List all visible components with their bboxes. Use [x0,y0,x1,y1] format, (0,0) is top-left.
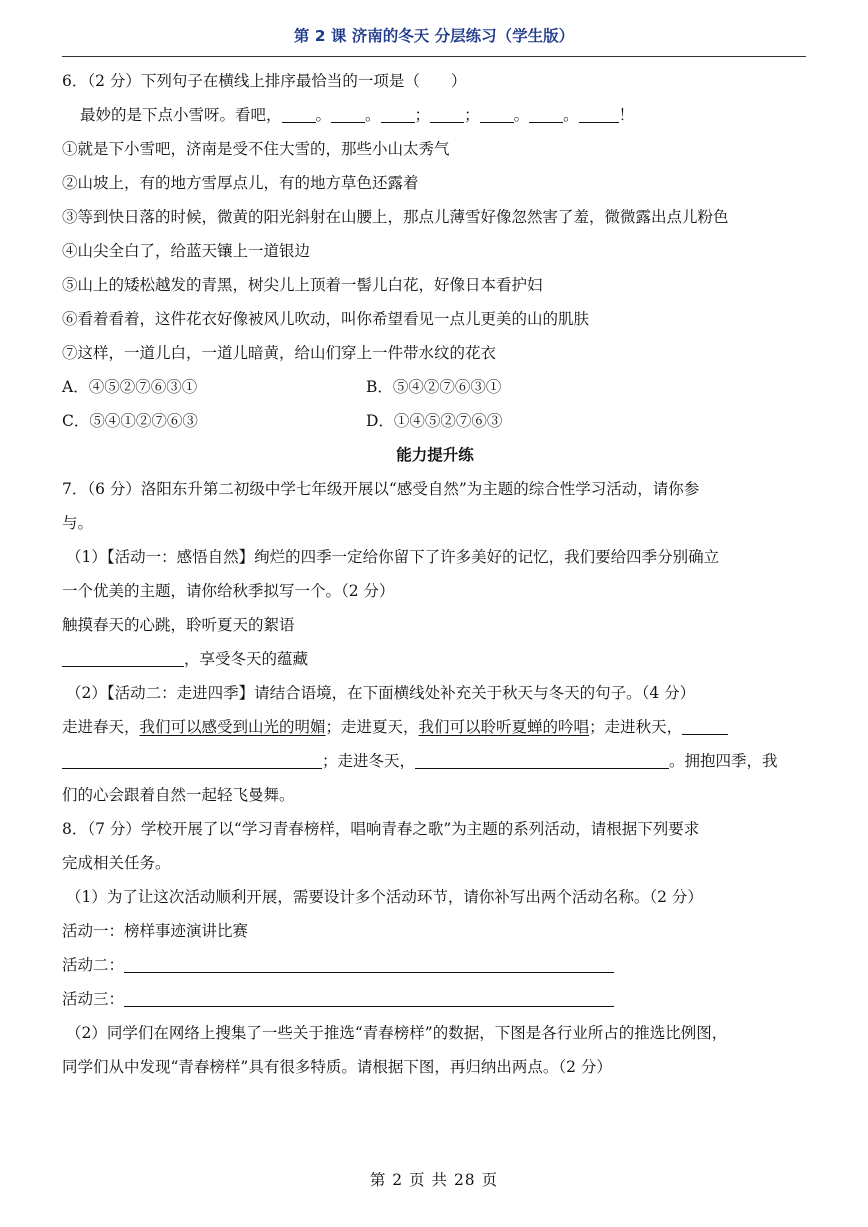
section-title: 能力提升练 [396,446,474,464]
q6-blank-1[interactable] [282,104,316,123]
page-title: 第 2 课 济南的冬天 分层练习（学生版） [293,27,575,45]
q8-activity-1: 活动一：榜样事迹演讲比赛 [62,922,249,940]
q8-activity-3-blank[interactable] [124,988,614,1007]
q6-blank-5[interactable] [480,104,514,123]
q6-passage: 最妙的是下点小雪呀。看吧， 。 。 ； ； 。 。 ！ [80,106,635,124]
q6-item-4: ④山尖全白了，给蓝天镶上一道银边 [62,242,311,260]
q7-stem-line-2: 与。 [62,514,94,532]
q8-part2-line-1: （2）同学们在网络上搜集了一些关于推选“青春榜样”的数据，下图是各行业所占的推选比例图， [66,1024,728,1042]
q6-option-d[interactable]: D．①④⑤②⑦⑥③ [366,412,503,430]
q6-item-6: ⑥看着看着，这件花衣好像被风儿吹动，叫你希望看见一点儿更美的山的肌肤 [62,310,590,328]
q7-summer-example: 我们可以聆听夏蝉的吟唱 [418,718,590,736]
q6-blank-6[interactable] [529,104,563,123]
q7-autumn-sentence-blank-start[interactable] [682,716,728,735]
q8-stem-line-2: 完成相关任务。 [62,854,171,872]
document-body [62,64,808,1084]
q6-option-b[interactable]: B．⑤④②⑦⑥③① [366,378,502,396]
page-number: 第 2 页 共 28 页 [369,1171,499,1189]
q6-blank-2[interactable] [331,104,365,123]
q6-stem: 6．（2 分）下列句子在横线上排序最恰当的一项是（ ） [62,72,467,90]
q7-part1-line-2: 一个优美的主题，请你给秋季拟写一个。（2 分） [62,582,395,600]
q7-spring-summer: 触摸春天的心跳，聆听夏天的絮语 [62,616,295,634]
q8-activity-2-blank[interactable] [124,954,614,973]
q6-item-3: ③等到快日落的时候，微黄的阳光斜射在山腰上，那点儿薄雪好像忽然害了羞，微微露出点儿粉色 [62,208,729,226]
q8-activity-3: 活动三： [62,982,808,1016]
q8-part1: （1）为了让这次活动顺利开展，需要设计多个活动环节，请你补写出两个活动名称。（2 分） [66,888,703,906]
q7-winter-sentence-blank[interactable] [415,750,669,769]
q6-blank-4[interactable] [430,104,464,123]
q6-item-7: ⑦这样，一道儿白，一道儿暗黄，给山们穿上一件带水纹的花衣 [62,344,497,362]
q7-part2-line-3: ；走进冬天， 。拥抱四季，我 [62,744,808,778]
q7-stem-line-1: 7．（6 分）洛阳东升第二初级中学七年级开展以“感受自然”为主题的综合性学习活动，请你参 [62,480,700,498]
page-header [62,20,806,57]
q6-item-5: ⑤山上的矮松越发的青黑，树尖儿上顶着一髻儿白花，好像日本看护妇 [62,276,543,294]
q7-part1-line-1: （1）【活动一：感悟自然】绚烂的四季一定给你留下了许多美好的记忆，我们要给四季分别确立 [66,548,720,566]
q7-autumn-blank[interactable] [62,648,184,667]
q8-stem-line-1: 8．（7 分）学校开展了以“学习青春榜样，唱响青春之歌”为主题的系列活动，请根据下列要求 [62,820,700,838]
q6-option-c[interactable]: C．⑤④①②⑦⑥③ [62,412,198,430]
q7-part2-line-2: 走进春天，我们可以感受到山光的明媚；走进夏天，我们可以聆听夏蝉的吟唱；走进秋天， [62,710,808,744]
q7-spring-example: 我们可以感受到山光的明媚 [139,718,326,736]
q8-activity-2: 活动二： [62,948,808,982]
q6-item-1: ①就是下小雪吧，济南是受不住大雪的，那些小山太秀气 [62,140,450,158]
q7-part2-line-4: 们的心会跟着自然一起轻飞曼舞。 [62,786,295,804]
q6-blank-3[interactable] [381,104,415,123]
q6-option-a[interactable]: A．④⑤②⑦⑥③① [62,378,198,396]
q6-blank-7[interactable] [579,104,619,123]
q7-autumn-sentence-blank[interactable] [62,750,322,769]
q6-item-2: ②山坡上，有的地方雪厚点儿，有的地方草色还露着 [62,174,419,192]
q6-options-row-2 [62,404,808,438]
q8-part2-line-2: 同学们从中发现“青春榜样”具有很多特质。请根据下图，再归纳出两点。（2 分） [62,1058,612,1076]
q7-autumn-line: ，享受冬天的蕴藏 [62,642,808,676]
q7-part2-line-1: （2）【活动二：走进四季】请结合语境，在下面横线处补充关于秋天与冬天的句子。（4 分） [66,684,696,702]
q6-options-row-1 [62,370,808,404]
